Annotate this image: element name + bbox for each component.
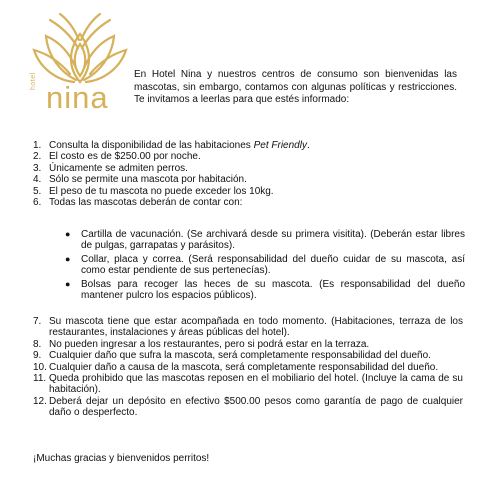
- item-text: Queda prohibido que las mascotas reposen en el mobiliario del hotel. (Incluye la cama de su habitación).: [49, 373, 463, 396]
- list-item: [33, 186, 463, 197]
- list-item: [33, 140, 463, 151]
- rules-list-second: [33, 316, 463, 419]
- list-item: [33, 163, 463, 174]
- logo-hotel-text: hotel: [30, 72, 37, 90]
- rules-list-first: [33, 140, 463, 208]
- requirements-list: [65, 229, 465, 303]
- requirement-text: Collar, placa y correa. (Será responsabilidad del dueño cuidar de su mascota, así como estar pendiente de sus pertenecías).: [81, 253, 465, 277]
- list-item: [33, 362, 463, 373]
- list-item: [33, 350, 463, 361]
- item-number: 3.: [33, 162, 42, 174]
- item-text: Cualquier daño a causa de la mascota, será completamente responsabilidad del dueño.: [49, 361, 439, 373]
- item-number: 12.: [33, 395, 47, 407]
- lotus-emblem-icon: [30, 10, 130, 86]
- requirement-text: Cartilla de vacunación. (Se archivará desde su primera visitita). (Deberán estar libres de pulgas, garrapatas y parásitos).: [81, 229, 465, 252]
- requirement-item: [65, 229, 465, 252]
- list-item: [33, 373, 463, 396]
- item-text: Consulta la disponibilidad de las habitaciones Pet Friendly.: [49, 140, 310, 151]
- item-number: 10.: [33, 361, 47, 373]
- bullet-icon: ●: [65, 278, 71, 289]
- item-number: 4.: [33, 174, 42, 186]
- hotel-nina-logo: [30, 10, 130, 115]
- list-item: [33, 396, 463, 419]
- item-text: Cualquier daño que sufra la mascota, será completamente responsabilidad del dueño.: [49, 350, 431, 362]
- list-item: [33, 151, 463, 162]
- item-number: 5.: [33, 185, 42, 197]
- item-number: 6.: [33, 197, 42, 209]
- item-text: Todas las mascotas deberán de contar con:: [49, 197, 243, 209]
- list-item: [33, 316, 463, 339]
- list-item: [33, 339, 463, 350]
- list-item: [33, 197, 463, 208]
- item-text: El costo es de $250.00 por noche.: [49, 151, 201, 163]
- requirement-item: [65, 279, 465, 302]
- item-number: 1.: [33, 140, 42, 151]
- requirement-item: [65, 254, 465, 277]
- list-item: [33, 174, 463, 185]
- item-text: Su mascota tiene que estar acompañada en todo momento. (Habitaciones, terraza de los restaurantes, instalaciones y áreas públicas del hotel).: [49, 316, 463, 339]
- item-number: 9.: [33, 350, 42, 362]
- requirement-text: Bolsas para recoger las heces de su mascota. (Es responsabilidad del dueño mantener pulcro los espacios públicos).: [81, 278, 465, 302]
- item-number: 11.: [33, 373, 47, 385]
- bullet-icon: ●: [65, 253, 71, 264]
- item-text: Sólo se permite una mascota por habitación.: [49, 174, 247, 186]
- item-text: El peso de tu mascota no puede exceder los 10kg.: [49, 185, 274, 197]
- closing-message: ¡Muchas gracias y bienvenidos perritos!: [33, 453, 210, 464]
- item-text: Deberá dejar un depósito en efectivo $500.00 pesos como garantía de pago de cualquier daño o desperfecto.: [49, 395, 463, 419]
- item-number: 8.: [33, 338, 42, 350]
- item-number: 7.: [33, 316, 42, 327]
- intro-paragraph: En Hotel Nina y nuestros centros de consumo son bienvenidas las mascotas, sin embargo, contamos con algunas políticas y restricciones. Te invitamos a leerlas para que estés informado:: [134, 69, 457, 106]
- pet-friendly-emphasis: Pet Friendly: [253, 140, 307, 151]
- logo-wordmark: nina: [46, 80, 109, 115]
- item-text: No pueden ingresar a los restaurantes, pero si podrá estar en la terraza.: [49, 338, 370, 350]
- item-number: 2.: [33, 151, 42, 163]
- bullet-icon: ●: [65, 229, 71, 239]
- item-text: Únicamente se admiten perros.: [49, 162, 188, 174]
